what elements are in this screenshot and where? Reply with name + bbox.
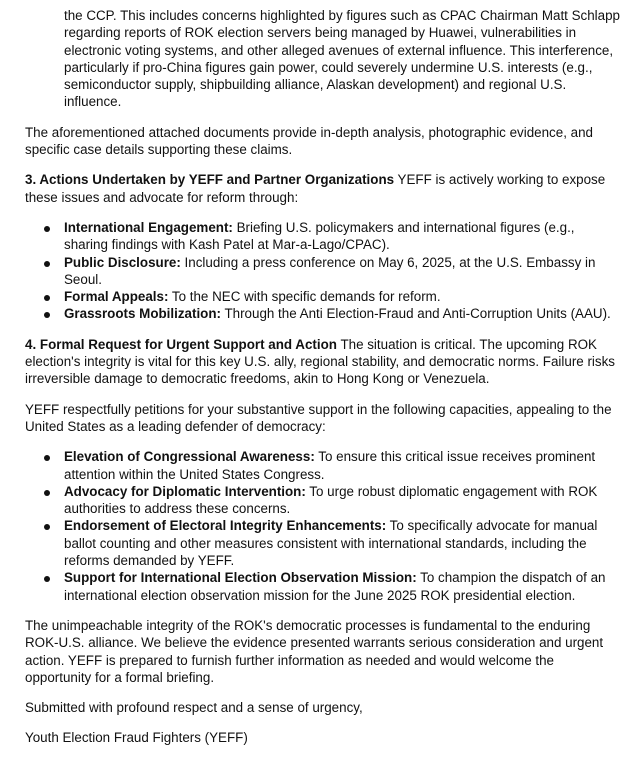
list-item-label: Grassroots Mobilization: (64, 306, 221, 322)
list-item-label: Public Disclosure: (64, 254, 181, 270)
list-item-label: Support for International Election Observation Mission: (64, 570, 417, 586)
list-item (25, 569, 622, 604)
bullet-icon (44, 576, 50, 582)
bullet-icon (44, 524, 50, 530)
signature: Youth Election Fraud Fighters (YEFF) (25, 730, 248, 746)
section-4-intro (25, 336, 622, 388)
list-item-text: To urge robust diplomatic engagement with ROK authorities to address these concerns. (64, 483, 598, 517)
section-4-text: The situation is critical. The upcoming ROK election's integrity is vital for this key U.S. ally, regional stability, and democratic norms. Failure risks irreversible damage to democratic freedoms, akin to Hong Kong or Venezuela. (25, 336, 615, 387)
list-item (25, 219, 622, 254)
petition-paragraph: YEFF respectfully petitions for your substantive support in the following capacities, appealing to the United States as a leading defender of democracy: (25, 401, 612, 434)
list-item-label: Formal Appeals: (64, 289, 169, 305)
bullet-icon (44, 455, 50, 461)
list-item-text: To the NEC with specific demands for reform. (168, 289, 441, 305)
list-item-text: Including a press conference on May 6, 2025, at the U.S. Embassy in Seoul. (64, 254, 596, 287)
list-item (25, 517, 622, 569)
intro-continuation: the CCP. This includes concerns highlighted by figures such as CPAC Chairman Matt Schlapp regarding reports of ROK election servers being managed by Huawei, vulnerabilities in electronic voting systems, and other alleged avenues of external influence. This interference, particularly if pro-China figures gain power, could severely undermine U.S. interests (e.g., semiconductor supply, shipbuilding alliance, Alaskan development) and regional U.S. influence. (64, 8, 620, 110)
attached-docs-paragraph: The aforementioned attached documents provide in-depth analysis, photographic evidence, and specific case details supporting these claims. (25, 124, 593, 158)
submitted-line: Submitted with profound respect and a sense of urgency, (25, 700, 363, 716)
list-item-text: To specifically advocate for manual ballot counting and other measures consistent with international standards, including the reforms demanded by YEFF. (64, 518, 598, 569)
list-item-text: Briefing U.S. policymakers and international figures (e.g., sharing findings with Kash Patel at Mar-a-Lago/CPAC). (64, 219, 575, 253)
section-3-intro (25, 171, 622, 206)
list-item-text: To ensure this critical issue receives prominent attention within the United States Congress. (64, 449, 596, 482)
list-item (25, 305, 622, 322)
closing-paragraph: The unimpeachable integrity of the ROK's democratic processes is fundamental to the enduring ROK-U.S. alliance. We believe the evidence presented warrants serious consideration and urgent action. YEFF is prepared to furnish further information as needed and would welcome the opportunity for a formal briefing. (25, 617, 604, 685)
list-item (25, 483, 622, 518)
list-item-label: Elevation of Congressional Awareness: (64, 449, 315, 465)
list-item (25, 288, 622, 305)
list-item-text: To champion the dispatch of an international election observation mission for the June 2025 ROK presidential election. (64, 570, 606, 603)
bullet-icon (44, 312, 50, 318)
list-item-label: Endorsement of Electoral Integrity Enhancements: (64, 518, 387, 534)
section-3-list (25, 219, 622, 323)
list-item-label: International Engagement: (64, 219, 233, 235)
section-4-heading: 4. Formal Request for Urgent Support and Action (25, 336, 337, 352)
section-4-list (25, 448, 622, 604)
list-item-label: Advocacy for Diplomatic Intervention: (64, 483, 306, 499)
section-3-text: YEFF is actively working to expose these issues and advocate for reform through: (25, 172, 606, 205)
list-item-text: Through the Anti Election-Fraud and Anti-Corruption Units (AAU). (220, 306, 611, 322)
bullet-icon (44, 261, 50, 267)
section-3-heading: 3. Actions Undertaken by YEFF and Partner Organizations (25, 172, 395, 188)
bullet-icon (44, 226, 50, 232)
list-item (25, 254, 622, 289)
list-item (25, 448, 622, 483)
bullet-icon (44, 295, 50, 301)
bullet-icon (44, 490, 50, 496)
